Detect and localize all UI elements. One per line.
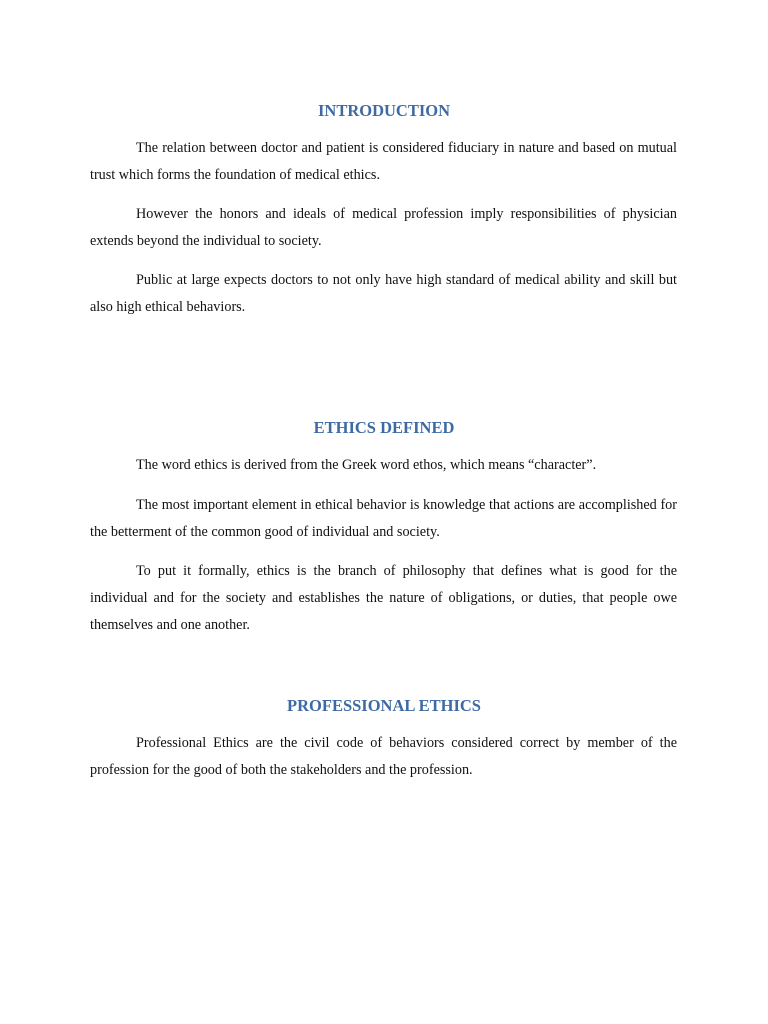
intro-paragraph-1: The relation between doctor and patient is considered fiduciary in nature and based on mutual trust which forms the foundation of medical ethics. [90, 140, 677, 183]
ethics-paragraph-3: To put it formally, ethics is the branch of philosophy that defines what is good for the individual and for the society and establishes the nature of obligations, or duties, that people owe themselves and one another. [90, 563, 677, 633]
heading-introduction: INTRODUCTION [317, 101, 451, 120]
ethics-paragraph-1: The word ethics is derived from the Greek word ethos, which means “character”. [136, 457, 597, 473]
heading-ethics-defined: ETHICS DEFINED [313, 418, 455, 437]
ethics-paragraph-2: The most important element in ethical behavior is knowledge that actions are accomplished for the betterment of the common good of individual and society. [90, 497, 677, 540]
intro-paragraph-2: However the honors and ideals of medical profession imply responsibilities of physician extends beyond the individual to society. [90, 206, 677, 249]
intro-paragraph-3: Public at large expects doctors to not only have high standard of medical ability and skill but also high ethical behaviors. [90, 272, 677, 315]
professional-paragraph-1: Professional Ethics are the civil code of behaviors considered correct by member of the profession for the good of both the stakeholders and the profession. [90, 735, 677, 778]
heading-professional-ethics: PROFESSIONAL ETHICS [287, 696, 481, 715]
